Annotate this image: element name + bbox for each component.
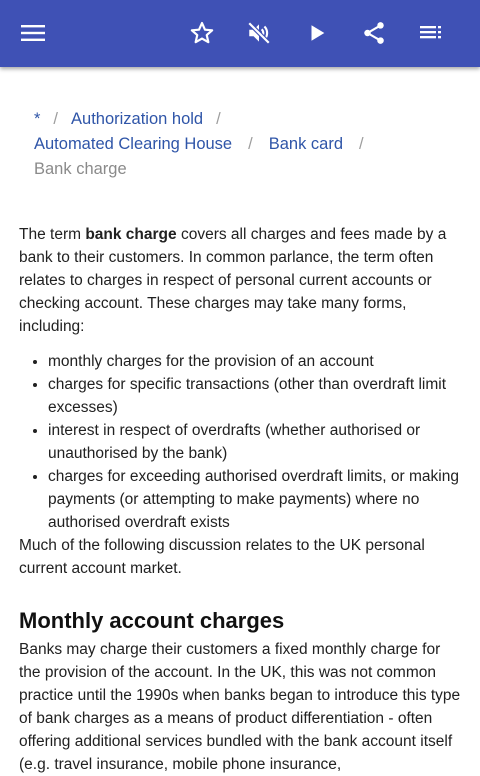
mute-button[interactable] <box>240 14 278 52</box>
contents-button[interactable] <box>413 14 451 52</box>
breadcrumb-separator: / <box>248 135 253 153</box>
menu-button[interactable] <box>14 14 52 52</box>
list-item: • charges for exceeding authorised overdraft limits, or making payments (or attempting to make payments) where no authorised overdraft exists <box>48 465 465 534</box>
volume-off-icon <box>246 20 272 46</box>
breadcrumb-link-root[interactable]: * <box>34 110 41 128</box>
breadcrumb-current: Bank charge <box>34 160 127 178</box>
favorite-button[interactable] <box>183 14 221 52</box>
breadcrumb-separator: / <box>53 110 59 128</box>
breadcrumb-link-bank-card[interactable]: Bank card <box>268 135 344 153</box>
list-item: • interest in respect of overdrafts (whether authorised or unauthorised by the bank) <box>48 419 465 465</box>
intro-text-end: covers all charges and fees made by a bank to their customers. In common parlance, the term often relates to charges in respect of personal current accounts or checking account. These charges may take many forms, including: <box>19 226 447 335</box>
section-paragraph: Banks may charge their customers a fixed monthly charge for the provision of the account. In the UK, this was not common practice until the 1990s when banks began to introduce this type of bank charges as a means of product differentiation - often offering additional services bundled with the bank account itself (e.g. travel insurance, mobile phone insurance, <box>19 641 461 773</box>
app-toolbar <box>0 0 480 67</box>
breadcrumb-separator: / <box>216 110 221 128</box>
following-discussion-paragraph: Much of the following discussion relates to the UK personal current account market. <box>19 537 425 577</box>
breadcrumb <box>34 107 454 182</box>
share-icon <box>361 20 387 46</box>
list-item: • charges for specific transactions (other than overdraft limit excesses) <box>48 373 465 419</box>
share-button[interactable] <box>355 14 393 52</box>
list-item: • monthly charges for the provision of an account <box>48 350 465 373</box>
menu-icon <box>21 24 45 42</box>
article-body <box>19 223 465 776</box>
play-button[interactable] <box>298 14 336 52</box>
charges-list <box>19 350 465 534</box>
playlist-icon <box>420 23 444 43</box>
breadcrumb-link-automated-clearing-house[interactable]: Automated Clearing House <box>34 135 233 153</box>
star-outline-icon <box>189 20 215 46</box>
breadcrumb-link-authorization-hold[interactable]: Authorization hold <box>71 110 204 128</box>
intro-paragraph <box>19 223 465 338</box>
play-icon <box>306 22 328 44</box>
intro-term: bank charge <box>85 226 177 243</box>
breadcrumb-separator: / <box>359 135 364 153</box>
intro-text-start: The term <box>19 226 86 243</box>
section-heading: Monthly account charges <box>19 608 285 633</box>
